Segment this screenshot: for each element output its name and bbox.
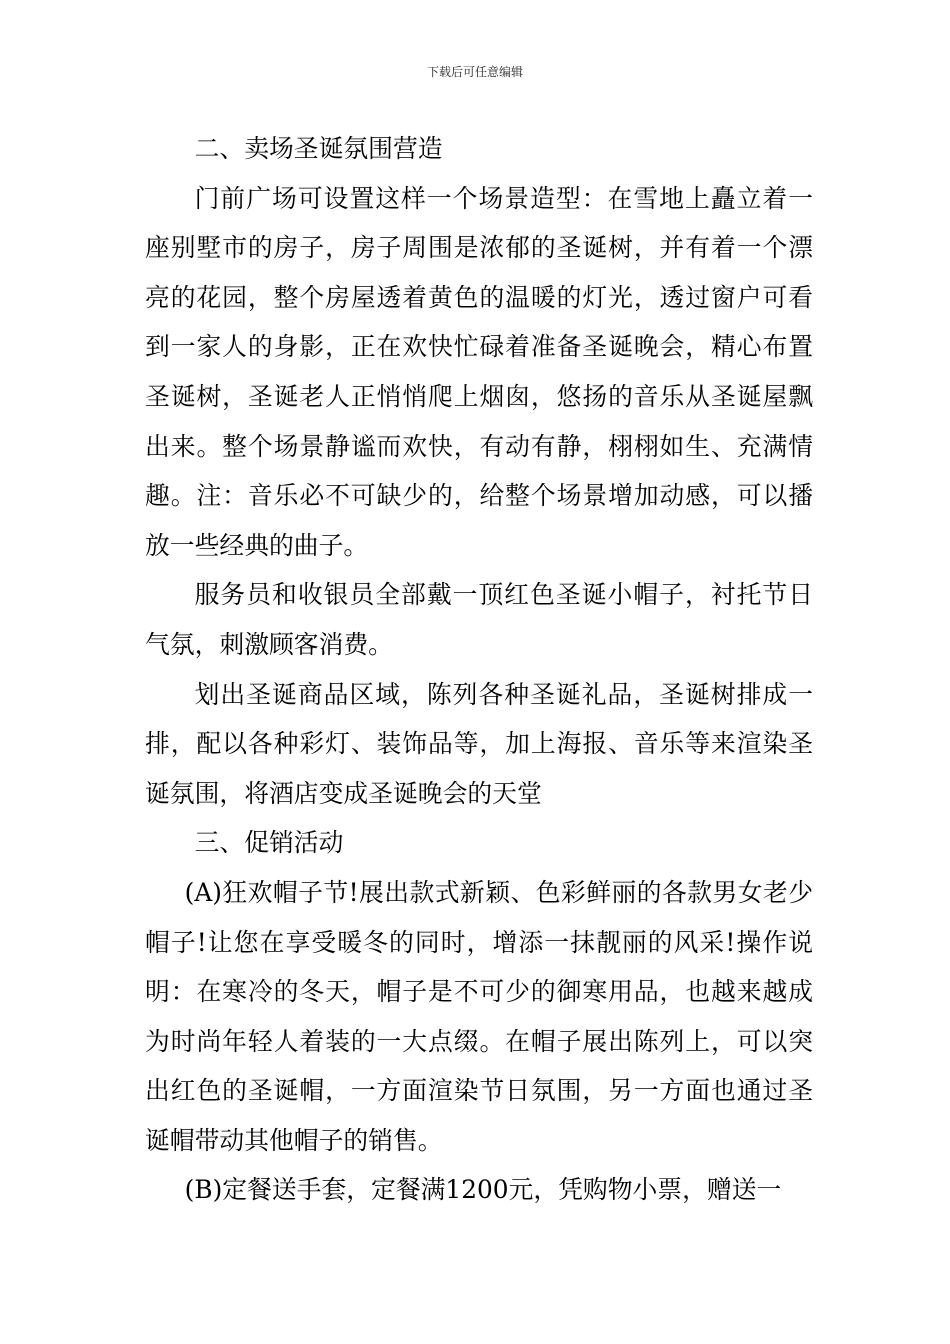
section-heading-2: 二、卖场圣诞氛围营造 bbox=[194, 134, 443, 163]
page-header-note: 下载后可任意编辑 bbox=[426, 65, 523, 79]
paragraph-staff-hats: 服务员和收银员全部戴一顶红色圣诞小帽子，衬托节日气氛，刺激顾客消费。 bbox=[145, 580, 813, 659]
paragraph-item-a: (A)狂欢帽子节!展出款式新颖、色彩鲜丽的各款男女老少帽子!让您在享受暖冬的同时，增添一抹靓丽的风采!操作说明：在寒冷的冬天，帽子是不可少的御寒用品，也越来越成为时尚年轻人着装的一大点缀。在帽子展出陈列上，可以突出红色的圣诞帽，一方面渲染节日氛围，另一方面也通过圣诞帽带动其他帽子的销售。 bbox=[145, 877, 813, 1155]
section-heading-3: 三、促销活动 bbox=[194, 828, 344, 858]
paragraph-item-b: (B)定餐送手套，定餐满1200元，凭购物小票，赠送一 bbox=[184, 1175, 782, 1205]
document-body bbox=[145, 124, 813, 1215]
paragraph-christmas-area: 划出圣诞商品区域，陈列各种圣诞礼品，圣诞树排成一排，配以各种彩灯、装饰品等，加上海报、音乐等来渲染圣诞氛围，将酒店变成圣诞晚会的天堂 bbox=[145, 679, 813, 808]
paragraph-plaza-scene: 门前广场可设置这样一个场景造型：在雪地上矗立着一座别墅市的房子，房子周围是浓郁的圣诞树，并有着一个漂亮的花园，整个房屋透着黄色的温暖的灯光，透过窗户可看到一家人的身影，正在欢快忙碌着准备圣诞晚会，精心布置圣诞树，圣诞老人正悄悄爬上烟囱，悠扬的音乐从圣诞屋飘出来。整个场景静谧而欢快，有动有静，栩栩如生、充满情趣。注：音乐必不可缺少的，给整个场景增加动感，可以播放一些经典的曲子。 bbox=[145, 183, 813, 560]
